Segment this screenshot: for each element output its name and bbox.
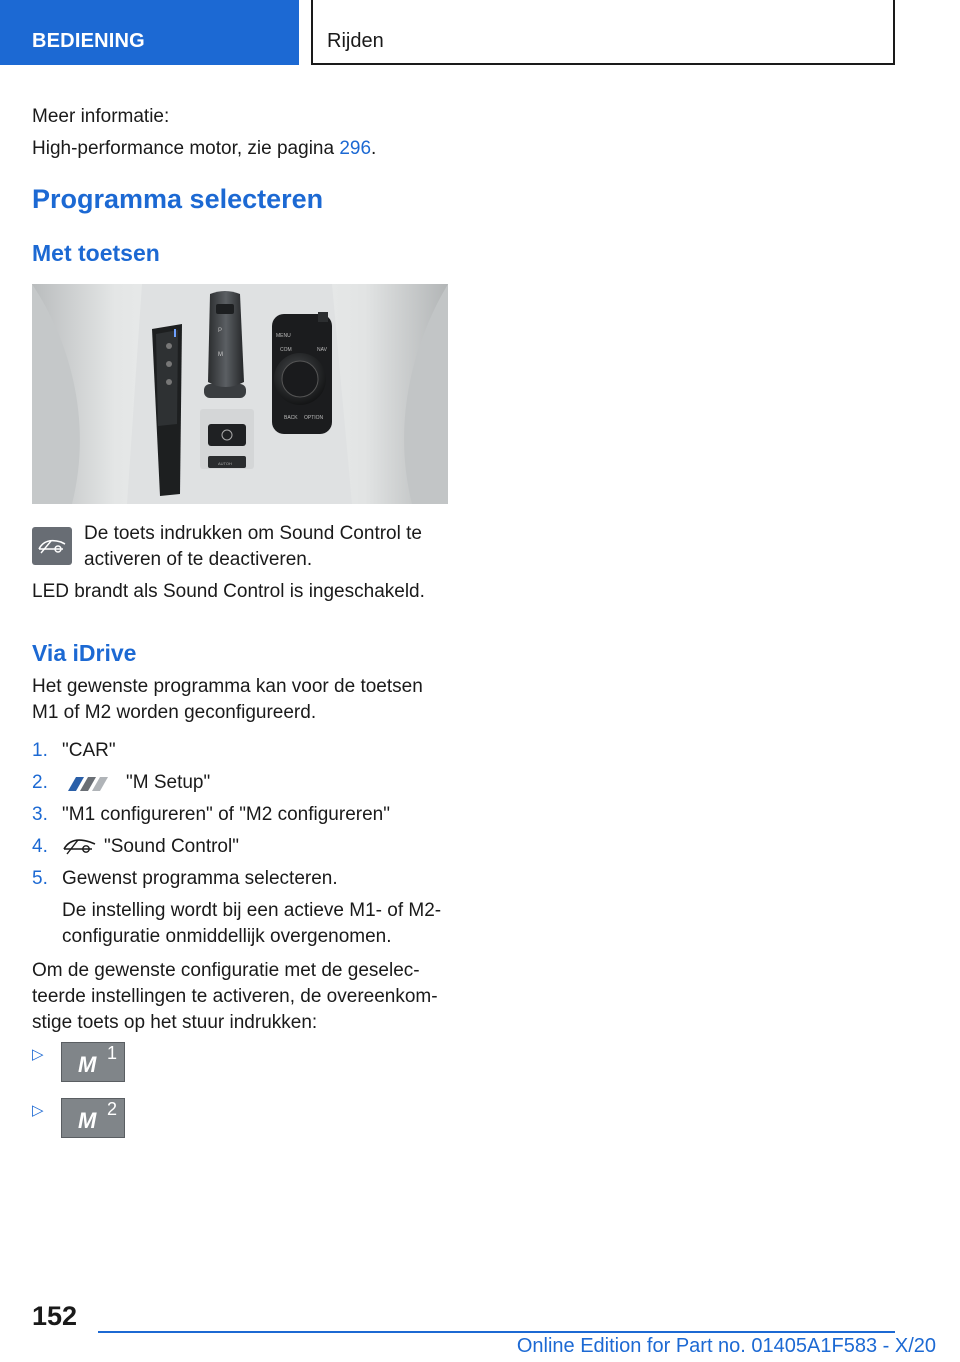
step-number: 4. bbox=[32, 836, 48, 857]
auto-hold-label: AUTOH bbox=[218, 461, 232, 466]
svg-text:M: M bbox=[218, 352, 223, 358]
steering-text-line3: stige toets op het stuur indrukken: bbox=[32, 1012, 318, 1033]
step5-note-line2: configuratie onmiddellijk overgenomen. bbox=[62, 926, 392, 947]
step-number: 3. bbox=[32, 804, 48, 825]
step-number: 2. bbox=[32, 772, 48, 793]
button-note-line2: activeren of te deactiveren. bbox=[84, 549, 313, 570]
idrive-intro-line2: M1 of M2 worden geconfigureerd. bbox=[32, 702, 317, 723]
menu-label: MENU bbox=[276, 333, 291, 339]
option-label: OPTION bbox=[304, 415, 324, 421]
m-stripes-icon bbox=[62, 774, 118, 800]
page-link[interactable]: 296 bbox=[339, 138, 372, 159]
bullet-icon: ▷ bbox=[32, 1102, 44, 1119]
steering-text-line2: teerde instellingen te activeren, de overeenkom- bbox=[32, 986, 438, 1007]
cross-reference-end: . bbox=[371, 138, 377, 159]
sound-control-icon bbox=[62, 836, 98, 864]
step-text: Gewenst programma selecteren. bbox=[62, 868, 338, 889]
more-info-label: Meer informatie: bbox=[32, 106, 170, 127]
cross-reference-text: High-performance motor, zie pagina bbox=[32, 138, 340, 159]
footer-edition: Online Edition for Part no. 01405A1F583 - X/20 bbox=[516, 1335, 936, 1357]
section-tab: BEDIENING bbox=[0, 0, 299, 65]
step-text: "Sound Control" bbox=[104, 836, 239, 857]
back-label: BACK bbox=[284, 415, 298, 421]
section-heading: Programma selecteren bbox=[32, 184, 324, 214]
footer-divider bbox=[98, 1331, 895, 1333]
m2-button-icon bbox=[61, 1098, 125, 1138]
center-console-photo bbox=[32, 284, 448, 504]
m1-button-icon bbox=[61, 1042, 125, 1082]
m1-number: 1 bbox=[107, 1043, 118, 1063]
sound-control-icon bbox=[32, 527, 72, 565]
cross-reference bbox=[32, 136, 376, 162]
subheading-idrive: Via iDrive bbox=[32, 640, 137, 666]
bullet-icon: ▷ bbox=[32, 1046, 44, 1063]
button-note-line1: De toets indrukken om Sound Control te bbox=[84, 523, 422, 544]
m1-letter: M bbox=[78, 1052, 97, 1077]
com-label: COM bbox=[280, 347, 292, 353]
step-number: 5. bbox=[32, 868, 48, 889]
m2-letter: M bbox=[78, 1108, 97, 1133]
step-text: "M Setup" bbox=[126, 772, 211, 793]
nav-label: NAV bbox=[317, 347, 327, 353]
subheading-buttons: Met toetsen bbox=[32, 240, 160, 266]
svg-text:P: P bbox=[218, 328, 223, 334]
steering-text-line1: Om de gewenste configuratie met de geselec- bbox=[32, 960, 420, 981]
step5-note-line1: De instelling wordt bij een actieve M1- of M2- bbox=[62, 900, 442, 921]
idrive-intro-line1: Het gewenste programma kan voor de toetsen bbox=[32, 676, 423, 697]
chapter-title: Rijden bbox=[311, 0, 895, 65]
m2-number: 2 bbox=[107, 1099, 118, 1119]
step-number: 1. bbox=[32, 740, 48, 761]
step-text: "M1 configureren" of "M2 configureren" bbox=[62, 804, 390, 825]
page-number: 152 bbox=[32, 1301, 78, 1331]
led-note: LED brandt als Sound Control is ingeschakeld. bbox=[32, 581, 425, 602]
step-text: "CAR" bbox=[62, 740, 116, 761]
